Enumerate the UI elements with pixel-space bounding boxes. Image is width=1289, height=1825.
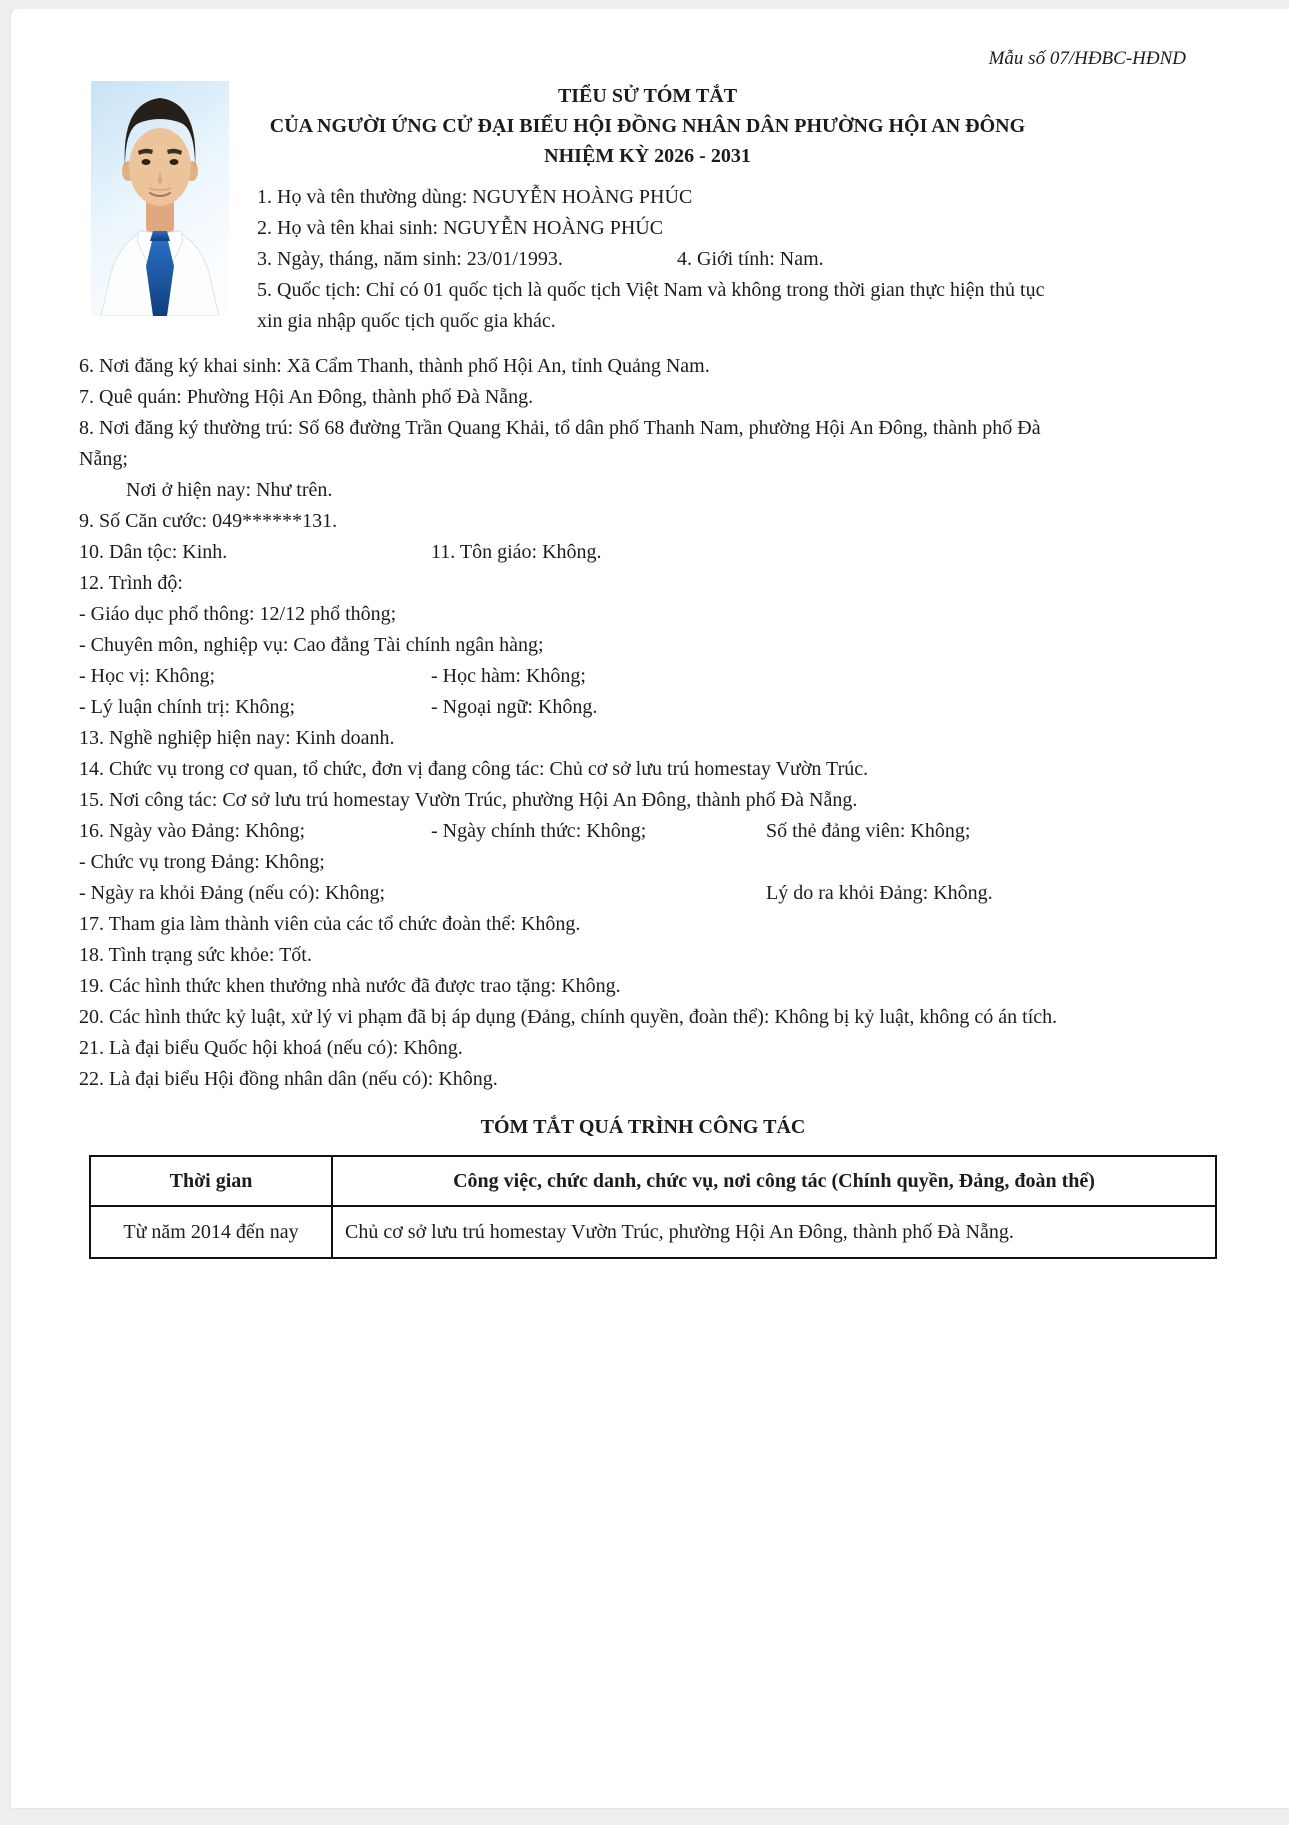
candidate-photo-graphic (91, 81, 229, 316)
bio-item-4: 4. Giới tính: Nam. (677, 248, 824, 270)
title-line-3: NHIỆM KỲ 2026 - 2031 (544, 145, 751, 167)
career-header-time: Thời gian (90, 1156, 332, 1206)
bio-item-16-chucvudang: - Chức vụ trong Đảng: Không; (79, 851, 325, 873)
bio-row-lyluan-ngoaingu (79, 692, 1059, 723)
bio-item-16-lydorakhoi: Lý do ra khỏi Đảng: Không. (766, 882, 993, 904)
bio-row-hocvi-hocham (79, 661, 1059, 692)
career-section-title: TÓM TẮT QUÁ TRÌNH CÔNG TÁC (480, 1116, 806, 1138)
bio-item-12: 12. Trình độ: (79, 572, 183, 594)
bio-item-16-ngayvaodang: 16. Ngày vào Đảng: Không; (79, 820, 306, 842)
document-title (245, 81, 1050, 171)
bio-item-8-residence: Nơi ở hiện nay: Như trên. (126, 479, 333, 501)
title-line-2: CỦA NGƯỜI ỨNG CỬ ĐẠI BIỂU HỘI ĐỒNG NHÂN DÂN PHƯỜNG HỘI AN ĐÔNG (269, 115, 1026, 137)
career-table (89, 1155, 1217, 1259)
bio-row-16 (79, 816, 1059, 847)
bio-item-12b: - Chuyên môn, nghiệp vụ: Cao đẳng Tài chính ngân hàng; (79, 634, 544, 656)
bio-item-9: 9. Số Căn cước: 049******131. (79, 510, 338, 532)
bio-item-16-ngayrakhoi: - Ngày ra khỏi Đảng (nếu có): Không; (79, 882, 386, 904)
bio-item-19: 19. Các hình thức khen thưởng nhà nước đã được trao tặng: Không. (79, 975, 621, 997)
right-eye (170, 159, 179, 165)
face (129, 128, 191, 206)
career-header-job: Công việc, chức danh, chức vụ, nơi công tác (Chính quyền, Đảng, đoàn thể) (332, 1156, 1216, 1206)
bio-item-17: 17. Tham gia làm thành viên của các tổ chức đoàn thể: Không. (79, 913, 581, 935)
bio-item-8: 8. Nơi đăng ký thường trú: Số 68 đường Trần Quang Khải, tổ dân phố Thanh Nam, phường Hội An Đông, thành phố Đà Nẵng; (79, 417, 1041, 470)
bio-item-3: 3. Ngày, tháng, năm sinh: 23/01/1993. (257, 248, 563, 270)
bio-main-items (79, 351, 1059, 1095)
bio-item-12f: - Ngoại ngữ: Không. (431, 696, 598, 718)
bio-item-12a: - Giáo dục phổ thông: 12/12 phổ thông; (79, 603, 397, 625)
document-background (0, 8, 1289, 1825)
document-page (10, 8, 1289, 1809)
header-row (79, 81, 1211, 337)
bio-item-22: 22. Là đại biểu Hội đồng nhân dân (nếu có): Không. (79, 1068, 498, 1090)
bio-item-21: 21. Là đại biểu Quốc hội khoá (nếu có): Không. (79, 1037, 463, 1059)
career-cell-time: Từ năm 2014 đến nay (90, 1206, 332, 1258)
tie-knot (150, 231, 170, 241)
bio-row-3-4 (257, 244, 1050, 275)
bio-item-15: 15. Nơi công tác: Cơ sở lưu trú homestay Vườn Trúc, phường Hội An Đông, thành phố Đà Nẵng. (79, 789, 858, 811)
bio-item-11: 11. Tôn giáo: Không. (431, 541, 602, 563)
bio-item-5: 5. Quốc tịch: Chỉ có 01 quốc tịch là quốc tịch Việt Nam và không trong thời gian thực hiện thủ tục xin gia nhập quốc tịch quốc gia khác. (257, 279, 1045, 332)
bio-row-16-rakhoi (79, 878, 1059, 909)
bio-item-12e: - Lý luận chính trị: Không; (79, 696, 296, 718)
bio-item-16-ngaychinhthuc: - Ngày chính thức: Không; (431, 820, 647, 842)
bio-item-20: 20. Các hình thức kỷ luật, xử lý vi phạm đã bị áp dụng (Đảng, chính quyền, đoàn thể): Không bị kỷ luật, không có án tích. (79, 1006, 1058, 1028)
bio-item-2: 2. Họ và tên khai sinh: NGUYỄN HOÀNG PHÚC (257, 217, 664, 239)
form-code: Mẫu số 07/HĐBC-HĐND (988, 48, 1186, 69)
document-content (11, 9, 1247, 1259)
bio-item-13: 13. Nghề nghiệp hiện nay: Kinh doanh. (79, 727, 395, 749)
bio-item-12c: - Học vị: Không; (79, 665, 216, 687)
bio-item-10: 10. Dân tộc: Kinh. (79, 541, 228, 563)
bio-item-14: 14. Chức vụ trong cơ quan, tổ chức, đơn vị đang công tác: Chủ cơ sở lưu trú homestay Vườn Trúc. (79, 758, 869, 780)
career-cell-job: Chủ cơ sở lưu trú homestay Vườn Trúc, phường Hội An Đông, thành phố Đà Nẵng. (332, 1206, 1216, 1258)
header-text-column (245, 81, 1050, 337)
career-table-header-row (90, 1156, 1216, 1206)
candidate-photo (91, 81, 229, 316)
bio-item-16-sothe: Số thẻ đảng viên: Không; (766, 820, 971, 842)
bio-item-18: 18. Tình trạng sức khỏe: Tốt. (79, 944, 312, 966)
bio-intro-items (245, 182, 1050, 337)
bio-item-6: 6. Nơi đăng ký khai sinh: Xã Cẩm Thanh, thành phố Hội An, tỉnh Quảng Nam. (79, 355, 710, 377)
bio-item-7: 7. Quê quán: Phường Hội An Đông, thành phố Đà Nẵng. (79, 386, 534, 408)
bio-item-1: 1. Họ và tên thường dùng: NGUYỄN HOÀNG PHÚC (257, 186, 693, 208)
career-table-row (90, 1206, 1216, 1258)
title-line-1: TIỂU SỬ TÓM TẮT (557, 85, 738, 107)
bio-row-10-11 (79, 537, 1059, 568)
left-eye (142, 159, 151, 165)
bio-item-12d: - Học hàm: Không; (431, 665, 586, 687)
